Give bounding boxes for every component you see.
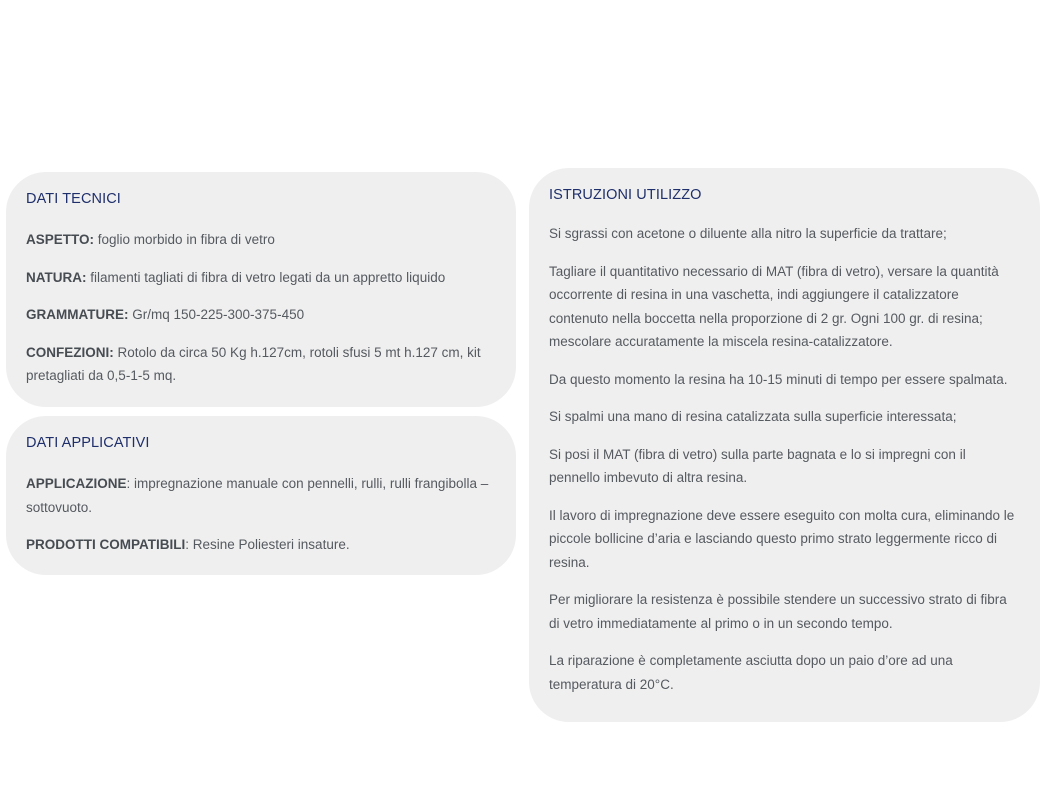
dati-tecnici-title: DATI TECNICI	[26, 191, 121, 207]
spec-value: foglio morbido in fibra di vetro	[94, 232, 275, 247]
spec-label: GRAMMATURE:	[26, 307, 129, 322]
instruction-paragraph: Si posi il MAT (fibra di vetro) sulla parte bagnata e lo si impregni con il pennello imbevuto di altra resina.	[549, 446, 966, 485]
spec-label: CONFEZIONI:	[26, 344, 114, 360]
spec-value: : Resine Poliesteri insature.	[185, 537, 350, 552]
instruction-paragraph: Si spalmi una mano di resina catalizzata sulla superficie interessata;	[549, 409, 957, 424]
instruction-paragraph: La riparazione è completamente asciutta dopo un paio d’ore ad una temperatura di 20°C.	[549, 653, 953, 692]
instruction-paragraph: Si sgrassi con acetone o diluente alla nitro la superficie da trattare;	[549, 226, 947, 241]
istruzioni-utilizzo-card	[529, 168, 1040, 722]
dati-applicativi-card	[6, 416, 516, 575]
spec-value: Gr/mq 150-225-300-375-450	[128, 307, 305, 322]
spec-label: NATURA:	[26, 269, 87, 285]
dati-tecnici-card	[6, 172, 516, 407]
spec-applicazione	[26, 472, 496, 519]
spec-label: ASPETTO:	[26, 232, 95, 247]
spec-label: PRODOTTI COMPATIBILI	[26, 537, 186, 552]
spec-natura	[26, 266, 496, 290]
istruzioni-title: ISTRUZIONI UTILIZZO	[549, 187, 702, 203]
spec-label: APPLICAZIONE	[26, 476, 127, 491]
dati-applicativi-title: DATI APPLICATIVI	[26, 435, 150, 451]
spec-grammature	[26, 303, 496, 327]
instruction-paragraph: Tagliare il quantitativo necessario di MAT (fibra di vetro), versare la quantità occorrente di resina in una vaschetta, indi aggiungere il catalizzatore contenuto nella boccetta nella proporzione di 2 gr. Ogni 100 gr. di resina; mescolare accuratamente la miscela resina-catalizzatore.	[549, 263, 999, 349]
spec-aspetto	[26, 228, 496, 252]
spec-value: filamenti tagliati di fibra di vetro legati da un appretto liquido	[86, 269, 446, 285]
spec-value: : impregnazione manuale con pennelli, rulli, rulli frangibolla – sottovuoto.	[26, 476, 489, 515]
instruction-paragraph: Il lavoro di impregnazione deve essere eseguito con molta cura, eliminando le piccole bollicine d’aria e lasciando questo primo strato leggermente ricco di resina.	[549, 507, 1015, 570]
spec-value: Rotolo da circa 50 Kg h.127cm, rotoli sfusi 5 mt h.127 cm, kit pretagliati da 0,5-1-5 mq.	[26, 344, 481, 383]
instruction-paragraph: Da questo momento la resina ha 10-15 minuti di tempo per essere spalmata.	[549, 371, 1008, 387]
spec-prodotti-compatibili	[26, 533, 496, 557]
instruction-paragraph: Per migliorare la resistenza è possibile stendere un successivo strato di fibra di vetro immediatamente al primo o in un secondo tempo.	[549, 592, 1007, 631]
spec-confezioni	[26, 341, 496, 388]
